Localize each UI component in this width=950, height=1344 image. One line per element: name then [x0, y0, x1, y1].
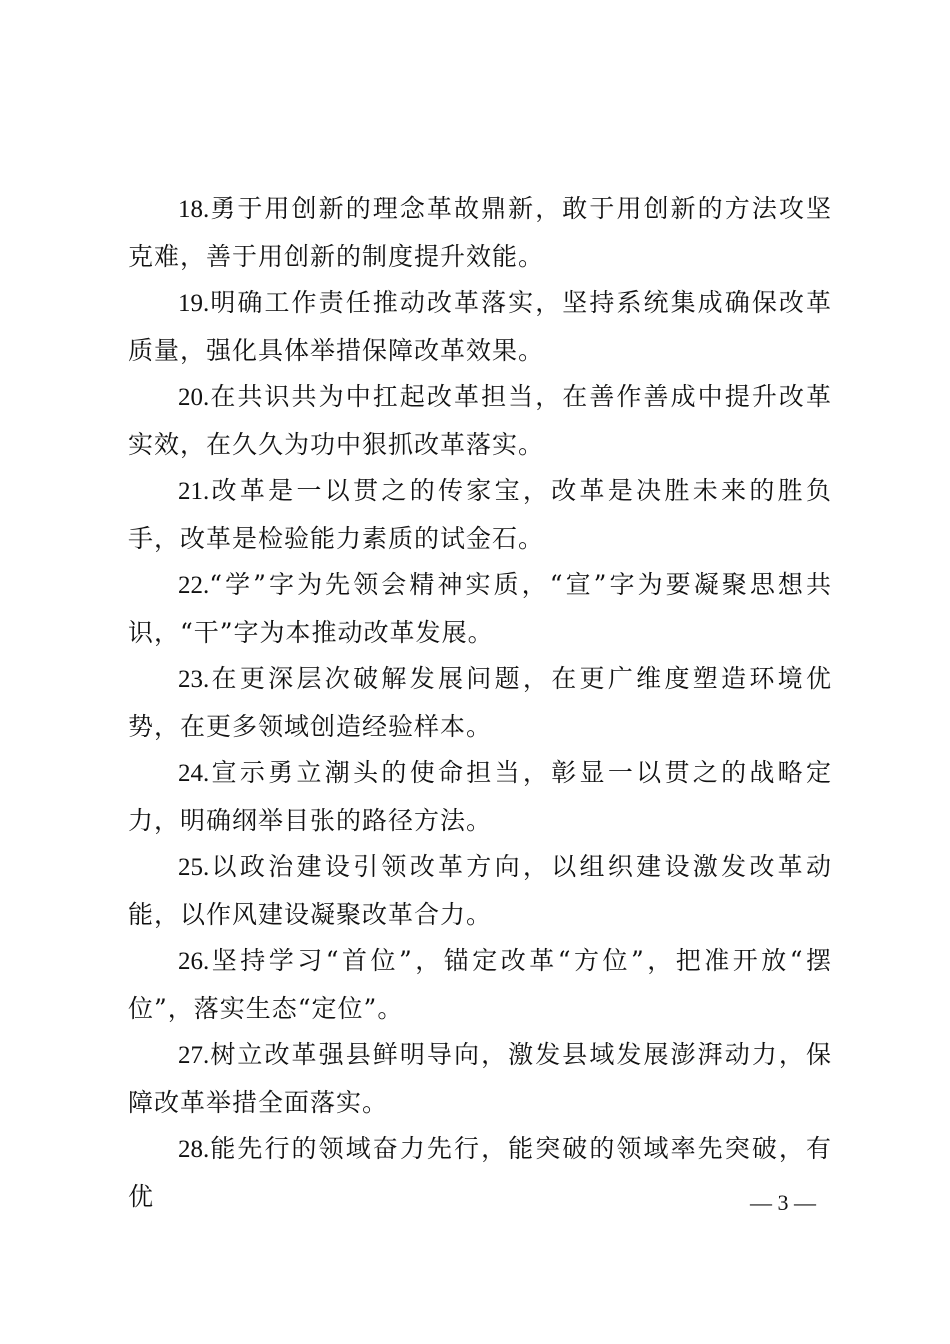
paragraph-text: 宣示勇立潮头的使命担当，彰显一以贯之的战略定力，明确纲举目张的路径方法。 — [128, 758, 832, 835]
paragraph-text: “学”字为先领会精神实质，“宣”字为要凝聚思想共识，“干”字为本推动改革发展。 — [128, 570, 832, 647]
paragraph-text: 在共识共为中扛起改革担当，在善作善成中提升改革实效，在久久为功中狠抓改革落实。 — [128, 382, 832, 459]
paragraph-text: 能先行的领域奋力先行，能突破的领域率先突破，有优 — [128, 1134, 832, 1211]
paragraph-19 — [128, 280, 832, 374]
paragraph-23 — [128, 656, 832, 750]
paragraph-number: 18. — [178, 196, 210, 223]
paragraph-text: 在更深层次破解发展问题，在更广维度塑造环境优势，在更多领域创造经验样本。 — [128, 664, 832, 741]
paragraph-text: 改革是一以贯之的传家宝，改革是决胜未来的胜负手，改革是检验能力素质的试金石。 — [128, 476, 832, 553]
paragraph-number: 25. — [178, 854, 210, 881]
paragraph-27 — [128, 1032, 832, 1126]
paragraph-28 — [128, 1126, 832, 1220]
paragraph-number: 20. — [178, 384, 210, 411]
paragraph-18 — [128, 186, 832, 280]
page-number: — 3 — — [750, 1190, 816, 1215]
paragraph-number: 21. — [178, 478, 210, 505]
paragraph-26 — [128, 938, 832, 1032]
paragraph-text: 以政治建设引领改革方向，以组织建设激发改革动能，以作风建设凝聚改革合力。 — [128, 852, 832, 929]
paragraph-number: 23. — [178, 666, 210, 693]
paragraph-text: 坚持学习“首位”，锚定改革“方位”，把准开放“摆位”，落实生态“定位”。 — [128, 946, 832, 1023]
paragraph-22 — [128, 562, 832, 656]
paragraph-20 — [128, 374, 832, 468]
paragraph-text: 树立改革强县鲜明导向，激发县域发展澎湃动力，保障改革举措全面落实。 — [128, 1040, 832, 1117]
paragraph-24 — [128, 750, 832, 844]
document-body — [128, 186, 832, 1220]
paragraph-25 — [128, 844, 832, 938]
paragraph-number: 19. — [178, 290, 210, 317]
paragraph-text: 明确工作责任推动改革落实，坚持系统集成确保改革质量，强化具体举措保障改革效果。 — [128, 288, 832, 365]
paragraph-number: 22. — [178, 572, 210, 599]
paragraph-number: 27. — [178, 1042, 210, 1069]
paragraph-number: 28. — [178, 1136, 210, 1163]
paragraph-number: 24. — [178, 760, 210, 787]
paragraph-21 — [128, 468, 832, 562]
paragraph-number: 26. — [178, 948, 210, 975]
paragraph-text: 勇于用创新的理念革故鼎新，敢于用创新的方法攻坚克难，善于用创新的制度提升效能。 — [128, 194, 832, 271]
